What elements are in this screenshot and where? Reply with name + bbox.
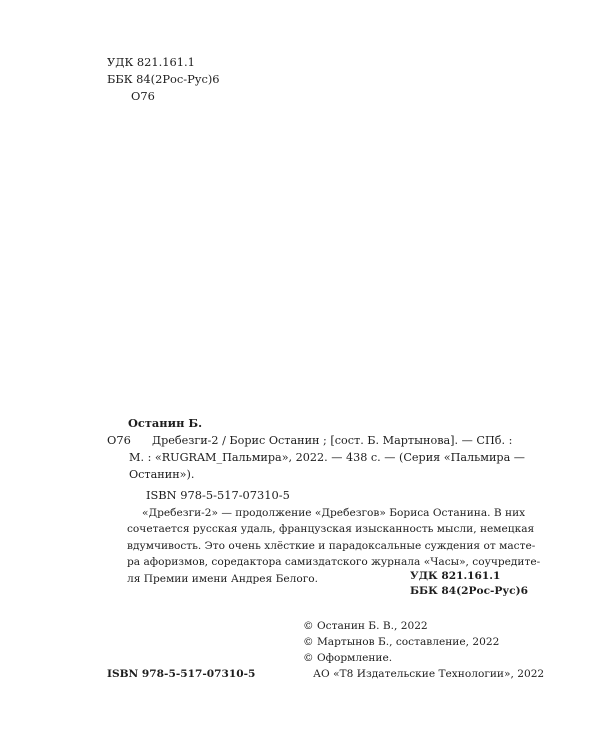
catalog-description-cont — [129, 449, 525, 483]
copyright-compiler: © Мартынов Б., составление, 2022 — [303, 636, 500, 648]
author-sign-top: О76 — [131, 89, 155, 103]
catalog-author: Останин Б. — [128, 416, 203, 430]
annotation-line: «Дребезги-2» — продолжение «Дребезгов» Бориса Останина. В них — [142, 507, 526, 519]
description-line: Дребезги-2 / Борис Останин ; [сост. Б. Мартынова]. — СПб. : — [152, 434, 513, 447]
annotation-line: ля Премии имени Андрея Белого. — [127, 572, 319, 585]
catalog-author-sign: О76 — [107, 433, 131, 447]
udk-code-top: УДК 821.161.1 — [107, 55, 195, 69]
catalog-description — [152, 432, 513, 449]
copyright-author: © Останин Б. В., 2022 — [303, 620, 428, 632]
copyright-design: © Оформление. — [303, 652, 393, 664]
annotation-line: ра афоризмов, соредактора самиздатского журнала «Часы», соучредите- — [127, 556, 541, 569]
footer-isbn: ISBN 978-5-517-07310-5 — [107, 668, 256, 680]
bbk-code-top: ББК 84(2Рос-Рус)6 — [107, 72, 220, 86]
description-line: М. : «RUGRAM_Пальмира», 2022. — 438 с. — (Серия «Пальмира — — [129, 451, 525, 464]
description-line: Останин»). — [129, 468, 195, 481]
bbk-code-card: ББК 84(2Рос-Рус)6 — [410, 585, 529, 597]
copyright-publisher: АО «Т8 Издательские Технологии», 2022 — [313, 668, 545, 680]
catalog-isbn: ISBN 978-5-517-07310-5 — [146, 488, 290, 502]
annotation-line: сочетается русская удаль, французская изысканность мысли, немецкая — [127, 523, 535, 536]
annotation-line: вдумчивость. Это очень хлёсткие и парадоксальные суждения от масте- — [127, 539, 536, 552]
udk-code-card: УДК 821.161.1 — [410, 570, 501, 582]
